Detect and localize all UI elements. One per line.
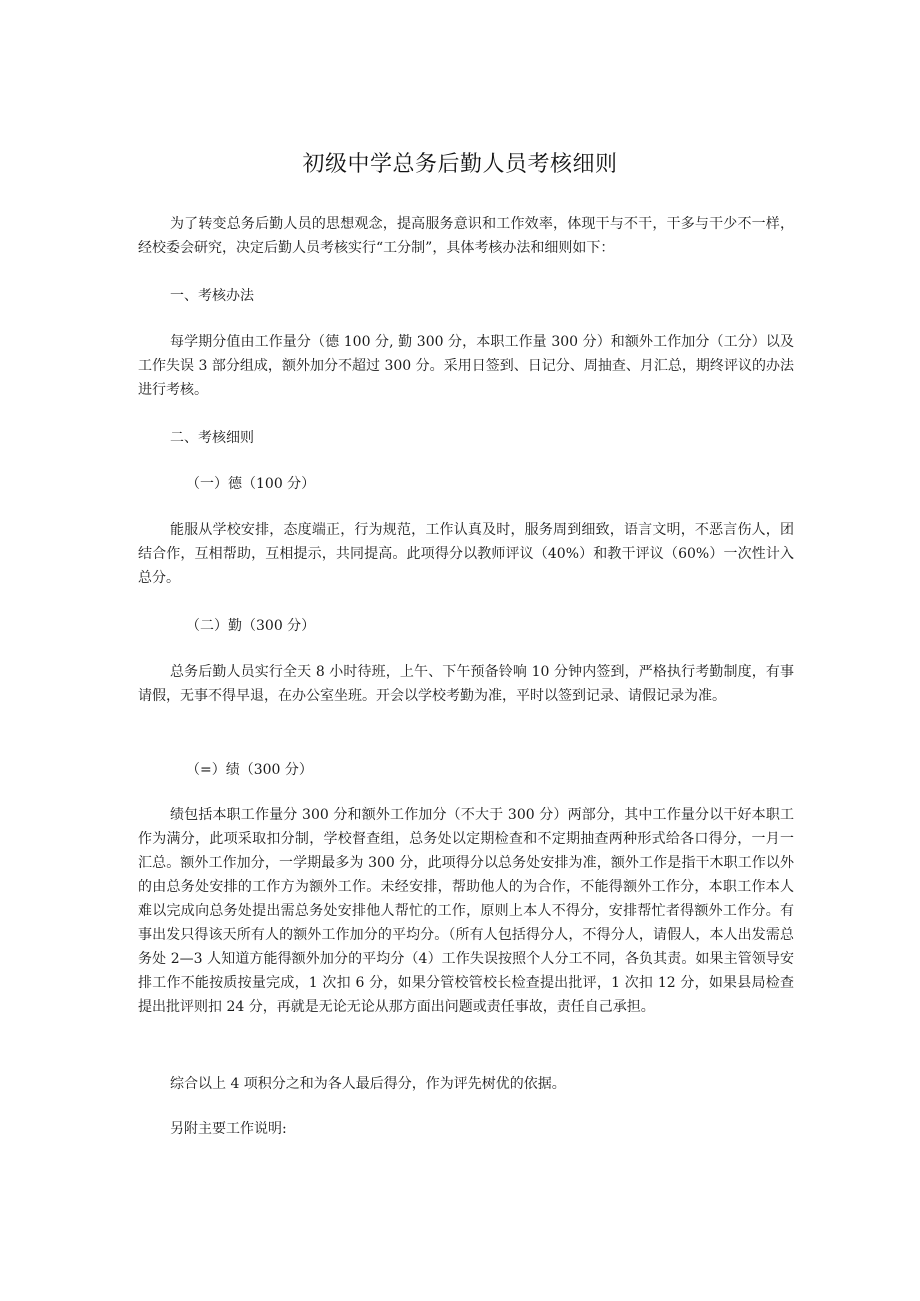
intro-paragraph: 为了转变总务后勤人员的思想观念，提高服务意识和工作效率，体现干与不干，干多与干少不一样，经校委会研究，决定后勤人员考核实行“工分制”，具体考核办法和细则如下：	[138, 216, 794, 256]
subheading-performance: （=）绩（300 分）	[186, 762, 313, 778]
subheading-diligence: （二）勤（300 分）	[186, 618, 316, 634]
section-heading-assessment-rules: 二、考核细则	[170, 430, 254, 446]
summary-paragraph: 综合以上 4 项积分之和为各人最后得分，作为评先树优的依据。	[170, 1076, 566, 1092]
page-title: 初级中学总务后勤人员考核细则	[302, 152, 618, 177]
appendix-note: 另附主要工作说明:	[170, 1121, 287, 1137]
assessment-method-paragraph: 每学期分值由工作量分（德 100 分, 勤 300 分，本职工作量 300 分）和额外工作加分（工分）以及工作失误 3 部分组成，额外加分不超过 300 分。采用日签到、日记分、周抽查、月汇总，期终评议的办法进行考核。	[138, 334, 794, 398]
diligence-paragraph: 总务后勤人员实行全天 8 小时待班，上午、下午预备铃响 10 分钟内签到，严格执行考勤制度，有事请假，无事不得早退，在办公室坐班。开会以学校考勤为准，平时以签到记录、请假记录为准。	[138, 664, 794, 704]
performance-paragraph: 绩包括本职工作量分 300 分和额外工作加分（不大于 300 分）两部分，其中工作量分以干好本职工作为满分，此项采取扣分制，学校督查组，总务处以定期检查和不定期抽查两种形式给各口得分，一月一汇总。额外工作加分，一学期最多为 300 分，此项得分以总务处安排为准，额外工作是指干木职工作以外的由总务处安排的工作方为额外工作。未经安排，帮助他人的为合作，不能得额外工作分，本职工作本人难以完成向总务处提出需总务处安排他人帮忙的工作，原则上本人不得分，安排帮忙者得额外工作分。有事出发只得该天所有人的额外工作加分的平均分。（所有人包括得分人，不得分人，请假人，本人出发需总务处 2—3 人知道方能得额外加分的平均分（4）工作失误按照个人分工不同，各负其责。如果主管领导安排工作不能按质按量完成，1 次扣 6 分，如果分管校管校长检查提出批评，1 次扣 12 分，如果县局检查提出批评则扣 24 分，再就是无论无论从那方面出问题或责任事故，责任自己承担。	[138, 807, 794, 1015]
section-heading-assessment-method: 一、考核办法	[170, 288, 254, 304]
subheading-morality: （一）德（100 分）	[186, 476, 316, 492]
morality-paragraph: 能服从学校安排，态度端正，行为规范，工作认真及时，服务周到细致，语言文明，不恶言伤人，团结合作，互相帮助，互相提示，共同提高。此项得分以教师评议（40%）和教干评议（60%）一次性计入总分。	[138, 522, 794, 586]
